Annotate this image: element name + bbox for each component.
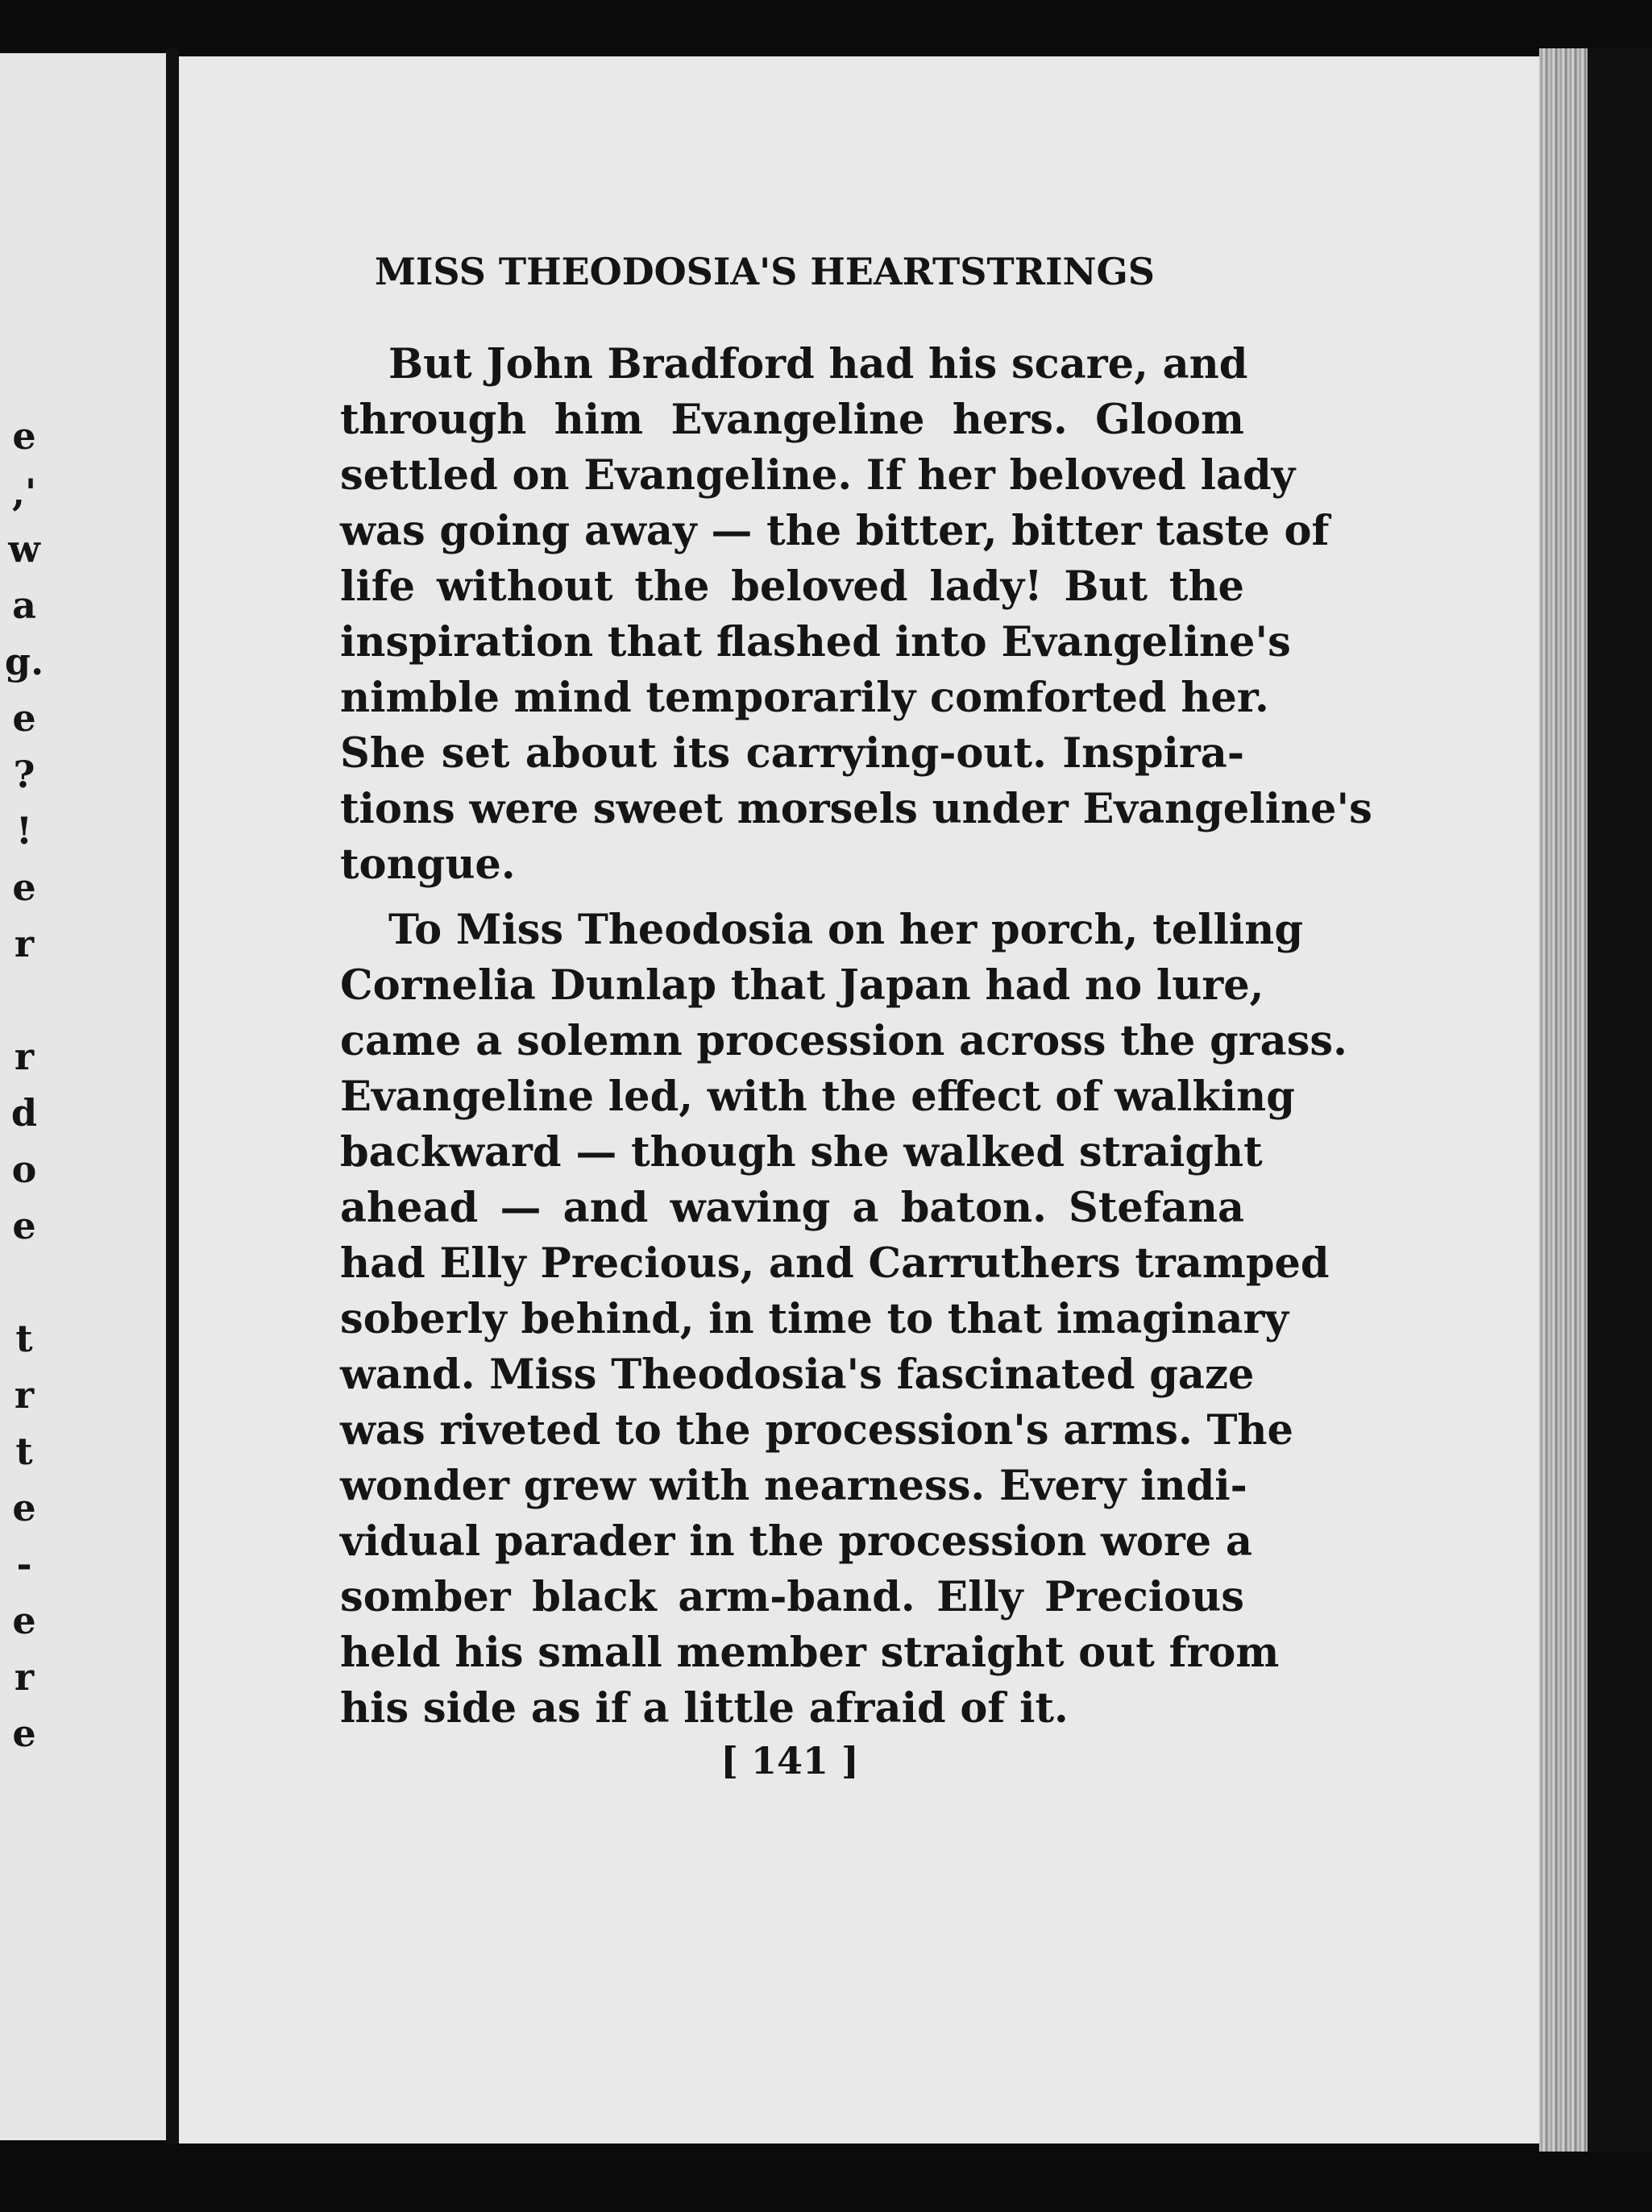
left-page-fragment: e: [12, 414, 36, 458]
left-page-fragment: r: [14, 1655, 35, 1699]
left-page-fragment: r: [14, 1373, 35, 1417]
text-line: tions were sweet morsels under Evangeline's: [340, 785, 1372, 833]
text-line: had Elly Precious, and Carruthers tramped: [340, 1239, 1330, 1288]
text-line: was riveted to the procession's arms. The: [340, 1406, 1293, 1455]
text-line: through him Evangeline hers. Gloom: [340, 396, 1244, 444]
text-line: ahead — and waving a baton. Stefana: [340, 1184, 1244, 1232]
left-page-fragment: t: [15, 1317, 33, 1360]
left-page-fragment: r: [14, 1035, 35, 1078]
left-page-fragment: d: [10, 1091, 38, 1135]
left-page-fragment: o: [11, 1148, 37, 1191]
left-page-fragment: e: [12, 1712, 36, 1755]
scan-border: [1588, 48, 1652, 2152]
left-page-fragment: w: [8, 527, 40, 571]
text-line: nimble mind temporarily comforted her.: [340, 674, 1269, 722]
text-line: inspiration that flashed into Evangeline's: [340, 618, 1291, 666]
left-page-fragment: r: [14, 922, 35, 965]
text-line: vidual parader in the procession wore a: [340, 1517, 1253, 1566]
left-page-fragments: [0, 408, 48, 1762]
left-page-fragment: a: [12, 583, 36, 627]
text-line: She set about its carrying-out. Inspira-: [340, 729, 1244, 778]
text-line: life without the beloved lady! But the: [340, 562, 1244, 611]
text-line: came a solemn procession across the grass.: [340, 1017, 1347, 1065]
page-body: [340, 337, 1372, 1737]
page-number: [ 141 ]: [720, 1739, 859, 1782]
left-page-fragment: -: [16, 1542, 32, 1586]
book-gutter: [166, 48, 179, 2144]
left-page-fragment: e: [12, 1204, 36, 1247]
text-line: Evangeline led, with the effect of walking: [340, 1073, 1295, 1121]
text-line: wand. Miss Theodosia's fascinated gaze: [340, 1351, 1255, 1399]
left-page-fragment: [0, 1254, 48, 1310]
left-page-fragment: [0, 972, 48, 1028]
left-page-fragment: g.: [4, 640, 44, 683]
text-line: somber black arm-band. Elly Precious: [340, 1573, 1244, 1621]
left-page-fragment: e: [12, 696, 36, 740]
text-line: tongue.: [340, 840, 516, 889]
left-page-fragment: e: [12, 1486, 36, 1529]
left-page-fragment: t: [15, 1430, 33, 1473]
text-line: wonder grew with nearness. Every indi-: [340, 1462, 1247, 1510]
text-line: settled on Evangeline. If her beloved lady: [340, 451, 1296, 500]
text-line: was going away — the bitter, bitter taste of: [340, 507, 1330, 555]
left-page-fragment: ?: [13, 753, 35, 796]
left-page-fragment: e: [12, 865, 36, 909]
left-page-fragment: ,': [11, 471, 37, 514]
text-line: his side as if a little afraid of it.: [340, 1684, 1069, 1733]
left-page: [0, 53, 166, 2140]
text-line: soberly behind, in time to that imaginary: [340, 1295, 1289, 1343]
running-head: MISS THEODOSIA'S HEARTSTRINGS: [375, 250, 1156, 293]
text-line: held his small member straight out from: [340, 1629, 1280, 1677]
text-line: backward — though she walked straight: [340, 1128, 1263, 1177]
paragraph-2: [340, 903, 1347, 1737]
left-page-fragment: !: [15, 809, 33, 853]
left-page-fragment: e: [12, 1599, 36, 1642]
text-line: But John Bradford had his scare, and: [388, 340, 1248, 388]
text-line: Cornelia Dunlap that Japan had no lure,: [340, 961, 1264, 1010]
paragraph-1: [340, 337, 1372, 893]
page-edges: [1539, 48, 1588, 2152]
text-line: To Miss Theodosia on her porch, telling: [388, 906, 1303, 954]
